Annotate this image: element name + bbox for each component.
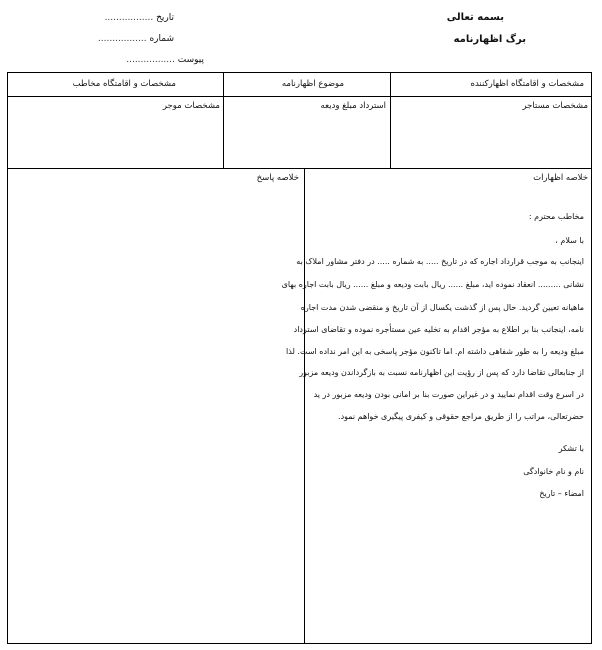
summary-heading: خلاصه اظهارات [533, 173, 588, 183]
declarant-value: مشخصات مستاجر [522, 101, 588, 111]
basmala: بسمه تعالی [446, 12, 504, 23]
col-divider-right [390, 72, 391, 168]
letter-line: در اسرع وقت اقدام نمایید و در غیراین صورت بنا بر امانی بودن ودیعه مزبور در ید [313, 390, 584, 399]
letter-greeting: با سلام ، [555, 236, 584, 245]
header-declarant: مشخصات و اقامتگاه اظهارکننده [470, 79, 584, 89]
letter-closing: با تشکر [558, 444, 584, 453]
number-field [98, 34, 174, 44]
attachment-field [126, 55, 204, 65]
top-section-divider [7, 168, 592, 169]
letter-name-line: نام و نام خانوادگی [523, 467, 584, 476]
col-divider-left [223, 72, 224, 168]
header-subject: موضوع اظهارنامه [281, 79, 344, 89]
form-frame [7, 72, 592, 644]
number-label: شماره [149, 34, 174, 44]
attachment-dots: ................. [126, 55, 175, 65]
attachment-label: پیوست [177, 55, 204, 65]
letter-line: اینجانب به موجب قرارداد اجاره که در تاریخ ..... به شماره ..... در دفتر مشاور املاک به [296, 257, 584, 266]
letter-salutation: مخاطب محترم : [528, 212, 584, 221]
body-divider [304, 168, 305, 644]
date-field [105, 13, 174, 23]
subject-value: استرداد مبلغ ودیعه [320, 101, 386, 111]
letter-line: نامه، اینجانب بنا بر اطلاع به مؤجر اقدام به تخلیه عین مستأجره نموده و تقاضای استرداد [293, 325, 584, 334]
header-row-divider [7, 96, 592, 97]
letter-sign-line: امضاء – تاریخ [539, 489, 584, 498]
reply-heading: خلاصه پاسخ [256, 173, 299, 183]
header-addressee: مشخصات و اقامتگاه مخاطب [72, 79, 176, 89]
letter-line: نشانی ......... انعقاد نموده اید، مبلغ ...... ریال بابت ودیعه و مبلغ ...... ریال بابت اجاره بهای [281, 280, 584, 289]
letter-line: ماهیانه تعیین گردید. حال پس از گذشت یکسال از آن تاریخ و منقضی شدن مدت اجاره [300, 303, 584, 312]
number-dots: ................. [97, 34, 147, 44]
addressee-value: مشخصات موجر [162, 101, 220, 111]
letter-line: از جنابعالی تقاضا دارد که پس از رؤیت این اظهارنامه نسبت به بازگرداندن ودیعه مزبور [299, 368, 584, 377]
date-label: تاریخ [156, 13, 174, 23]
date-dots: ................. [104, 13, 154, 23]
form-title: برگ اظهارنامه [453, 34, 526, 45]
letter-line: مبلغ ودیعه را به طور شفاهی داشته ام. اما تاکنون مؤجر پاسخی به این امر نداده است. لذا [286, 347, 584, 356]
letter-line: حضرتعالی، مراتب را از طریق مراجع حقوقی و کیفری پیگیری خواهم نمود. [338, 412, 584, 421]
